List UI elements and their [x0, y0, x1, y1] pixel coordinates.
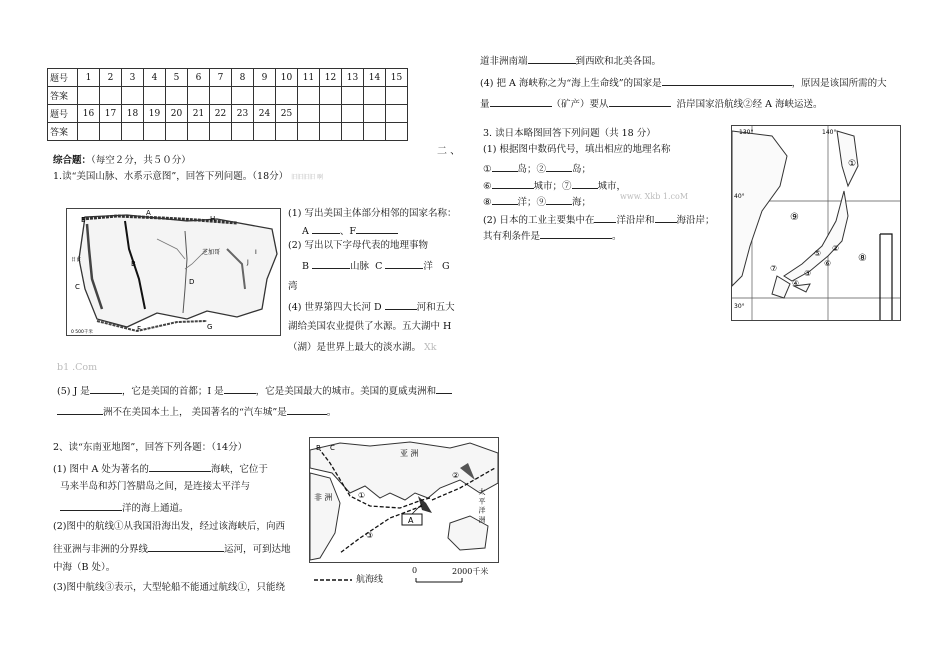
q1-p4-line2: 湖给美国农业提供了水源。五大湖中 H	[288, 321, 452, 332]
map-num-5: ⑤	[814, 249, 822, 258]
question-number-cell: 6	[188, 69, 210, 87]
map-num-1: ①	[848, 159, 857, 169]
empty-cell	[386, 123, 408, 141]
q2-text: 沿岸国家沿航线②经 A 海峡运送。	[676, 99, 823, 110]
question-number-cell: 10	[276, 69, 298, 87]
q2-stem: 2、读“东南亚地图”，回答下列各题：（14分）	[53, 442, 248, 453]
lon-140: 140°	[822, 129, 837, 136]
question-number-cell: 24	[254, 105, 276, 123]
q2-text: 量	[480, 99, 490, 110]
watermark: 旧旧旧旧 啊	[291, 174, 324, 181]
lat-40: 40°	[734, 193, 745, 200]
q1-p5-line1	[57, 383, 452, 399]
map-legend	[312, 566, 502, 587]
map-label-chicago: 芝加哥	[202, 249, 221, 256]
table-row	[48, 87, 408, 105]
question-number-cell: 13	[342, 69, 364, 87]
answer-cell[interactable]	[144, 123, 166, 141]
q2-text: 往亚洲与非洲的分界线	[53, 544, 149, 555]
japan-map-svg	[732, 126, 900, 320]
route-3	[340, 506, 422, 553]
answer-cell[interactable]	[276, 123, 298, 141]
watermark: www. Xkb 1.coM	[620, 192, 689, 201]
q3-p1-line1	[483, 161, 591, 177]
southeast-asia-map	[309, 437, 499, 563]
answer-cell[interactable]	[364, 87, 386, 105]
map-label-h: H	[210, 215, 216, 223]
asian-mainland	[732, 131, 787, 286]
question-number-cell: 2	[100, 69, 122, 87]
map-label-a: A	[408, 516, 414, 525]
empty-cell	[364, 123, 386, 141]
answer-blank[interactable]	[490, 96, 552, 107]
map-num-8: ⑧	[858, 253, 867, 264]
answer-blank[interactable]	[594, 212, 616, 223]
q2-p4-line1	[480, 75, 887, 91]
question-number-cell: 3	[122, 69, 144, 87]
empty-cell	[386, 105, 408, 123]
mountain-suffix: 山脉	[350, 261, 370, 272]
section-score: （每空２分，共５０分）	[91, 155, 191, 166]
q1-p5-text: ，它是美国的首都；I 是	[121, 386, 224, 397]
q3-text: 海；	[572, 197, 592, 208]
answer-blank[interactable]	[662, 75, 792, 86]
ocean-suffix: 洋	[423, 261, 433, 272]
empty-cell	[320, 123, 342, 141]
q3-text: 城市，	[597, 181, 627, 192]
table-header-cell: 答案	[48, 123, 78, 141]
q2-p4-line2	[480, 96, 822, 112]
answer-blank[interactable]	[57, 404, 103, 415]
question-number-cell: 20	[166, 105, 188, 123]
lat-30: 30°	[734, 303, 745, 310]
q2-text: 海峡，它位于	[210, 464, 268, 475]
answer-blank[interactable]	[528, 53, 576, 64]
table-header-cell: 题号	[48, 105, 78, 123]
answer-cell[interactable]	[320, 87, 342, 105]
q2-text: 道非洲南端	[480, 56, 528, 67]
answer-blank[interactable]	[356, 223, 398, 234]
q1-p5-line2	[57, 404, 336, 420]
answer-cell[interactable]	[210, 123, 232, 141]
question-number-cell: 23	[232, 105, 254, 123]
map-num-3: ③	[804, 269, 812, 278]
question-number-cell: 14	[364, 69, 386, 87]
question-number-cell: 5	[166, 69, 188, 87]
q3-text: ⑥	[483, 181, 492, 192]
empty-cell	[298, 105, 320, 123]
question-number-cell: 8	[232, 69, 254, 87]
question-number-cell: 21	[188, 105, 210, 123]
answer-blank[interactable]	[540, 228, 612, 239]
q1-p5-text: 洲不在美国本土上， 美国著名的“汽车城”是	[103, 407, 287, 418]
q3-p1-line2	[483, 178, 626, 194]
table-row	[48, 105, 408, 123]
q2-p2-line3: 中海（B 处）。	[53, 562, 116, 573]
table-row	[48, 69, 408, 87]
answer-blank[interactable]	[312, 223, 340, 234]
q3-text: 岛；	[572, 164, 592, 175]
map-label-d: D	[189, 278, 195, 286]
answer-blank[interactable]	[148, 541, 224, 552]
question-number-cell: 12	[320, 69, 342, 87]
q3-p1: (1) 根据图中数码代号，填出相应的地理名称	[483, 144, 671, 155]
q3-p1-line3	[483, 194, 591, 210]
section-number: 二 、	[437, 146, 461, 157]
usa-map-svg	[67, 209, 280, 335]
question-number-cell: 11	[298, 69, 320, 87]
map-label-c: C	[330, 444, 335, 452]
legend-route-label: 航海线	[356, 575, 384, 585]
table-row	[48, 123, 408, 141]
lon-130: 130°	[739, 129, 754, 136]
answer-cell[interactable]	[78, 87, 100, 105]
answer-blank[interactable]	[149, 461, 211, 472]
answer-blank[interactable]	[492, 178, 534, 189]
q3-text: ⑧	[483, 197, 492, 208]
legend-scale-end: 2000千米	[452, 567, 489, 576]
q2-text: 洋的海上通道。	[122, 503, 189, 514]
map-num-7: ⑦	[770, 264, 778, 273]
map-num-6: ⑥	[824, 259, 832, 268]
q3-text: 其有利条件是	[483, 231, 541, 242]
q3-text: 城市；⑦	[533, 181, 572, 192]
answer-cell[interactable]	[210, 87, 232, 105]
question-number-cell: 18	[122, 105, 144, 123]
answer-cell[interactable]	[122, 123, 144, 141]
empty-cell	[342, 105, 364, 123]
empty-cell	[298, 123, 320, 141]
q3-text: 。	[612, 231, 622, 242]
answer-cell[interactable]	[100, 87, 122, 105]
q2-p1-line3	[60, 500, 189, 516]
answer-cell[interactable]	[254, 87, 276, 105]
q3-stem: 3. 读日本略图回答下列问题（共 18 分）	[483, 128, 656, 139]
q3-p2	[483, 212, 715, 228]
japan-map	[731, 125, 901, 321]
answer-blank[interactable]	[385, 258, 423, 269]
q1-p4-text: （湖）是世界上最大的淡水湖。	[288, 342, 422, 353]
map-scale: 0 500千米	[71, 330, 93, 335]
table-header-cell: 答案	[48, 87, 78, 105]
answer-blank[interactable]	[655, 212, 677, 223]
q2-text: (1) 图中 A 处为著名的	[53, 464, 149, 475]
answer-blank[interactable]	[385, 299, 417, 310]
map-label-africa: 非 洲	[314, 493, 333, 502]
label-b: B	[302, 261, 309, 272]
label-g: G	[441, 261, 450, 272]
q3-text: ①	[483, 164, 492, 175]
africa-landmass	[310, 473, 340, 560]
answer-blank[interactable]	[90, 383, 122, 394]
q2-text: ，原因是该国所需的大	[791, 78, 887, 89]
q3-text: 洋；⑨	[517, 197, 547, 208]
answer-blank[interactable]	[436, 383, 452, 394]
map-label-pacific: 太 平 洋 洲	[478, 488, 486, 523]
q2-p2-line2	[53, 541, 291, 557]
answer-blank[interactable]	[609, 96, 671, 107]
section-title: 综合题：	[53, 155, 92, 166]
answer-blank[interactable]	[224, 383, 256, 394]
answer-blank[interactable]	[492, 161, 518, 172]
q1-p5-text: (5) J 是	[57, 386, 90, 397]
answer-cell[interactable]	[386, 87, 408, 105]
route-label-2: ②	[452, 471, 460, 480]
map-label-b: B	[131, 260, 136, 268]
answer-cell[interactable]	[342, 87, 364, 105]
answer-cell[interactable]	[298, 87, 320, 105]
map-label-i: I	[255, 249, 257, 256]
answer-cell[interactable]	[78, 123, 100, 141]
map-label-b: B	[316, 444, 321, 452]
q2-text: 运河，可到达地	[224, 544, 291, 555]
map-label-ocean: 日食	[71, 257, 82, 263]
answer-cell[interactable]	[100, 123, 122, 141]
q2-text: （矿产）要从	[551, 99, 609, 110]
q1-p5-text: 。	[326, 407, 337, 418]
q1-p2: (2) 写出以下字母代表的地理事物	[288, 240, 428, 251]
label-f: 、F	[339, 226, 356, 237]
question-number-cell: 9	[254, 69, 276, 87]
q3-text: 岛；②	[517, 164, 547, 175]
answer-blank[interactable]	[572, 178, 598, 189]
usa-outline	[79, 215, 277, 327]
answer-cell[interactable]	[144, 87, 166, 105]
map-label-e: E	[81, 216, 86, 224]
table-header-cell: 题号	[48, 69, 78, 87]
question-number-cell: 16	[78, 105, 100, 123]
answer-cell[interactable]	[188, 123, 210, 141]
route-label-3: ③	[366, 531, 374, 540]
q1-p1-blanks	[302, 223, 398, 239]
q3-text: 海沿岸；	[676, 215, 715, 226]
watermark: b1 .Com	[57, 362, 98, 373]
q2-p1-line2: 马来半岛和苏门答腊岛之间，是连接太平洋与	[60, 481, 251, 492]
map-num-9: ⑨	[790, 212, 799, 223]
island-honshu	[784, 191, 848, 281]
q1-p4-line3	[288, 341, 437, 355]
q1-p2-cont: 湾	[288, 281, 298, 292]
map-label-j: J	[247, 259, 249, 266]
answer-cell[interactable]	[166, 87, 188, 105]
q3-text: 洋沿岸和	[616, 215, 655, 226]
empty-cell	[320, 105, 342, 123]
question-number-cell: 17	[100, 105, 122, 123]
island-kyushu	[772, 276, 790, 298]
q2-p2-line1: (2)图中的航线①从我国沿海出发，经过该海峡后，向西	[53, 521, 285, 532]
answer-cell[interactable]	[188, 87, 210, 105]
trench-boundary	[880, 234, 892, 320]
southeast-asia-map-svg	[310, 438, 498, 562]
q1-p4-text: 河和五大	[416, 302, 455, 313]
answer-cell[interactable]	[254, 123, 276, 141]
q1-stem-text: 1.读“美国山脉、水系示意图”，回答下列问题。（18分）	[53, 171, 289, 182]
answer-blank[interactable]	[312, 258, 350, 269]
q1-p4-line1	[288, 299, 455, 315]
map-label-c: C	[75, 283, 80, 291]
q1-p5-text: ，它是美国最大的城市。美国的夏威夷洲和	[255, 386, 437, 397]
answer-blank[interactable]	[287, 404, 327, 415]
answer-cell[interactable]	[276, 87, 298, 105]
q1-stem	[53, 170, 323, 185]
map-num-4: ④	[792, 279, 800, 288]
question-number-cell: 1	[78, 69, 100, 87]
question-number-cell: 4	[144, 69, 166, 87]
empty-cell	[342, 123, 364, 141]
map-num-2: ②	[832, 244, 840, 253]
answer-table	[47, 68, 408, 141]
usa-map	[66, 208, 281, 336]
q1-p2-blanks	[302, 258, 450, 274]
answer-blank[interactable]	[546, 194, 572, 205]
map-label-asia: 亚 洲	[400, 449, 419, 458]
map-label-g: G	[207, 323, 213, 331]
answer-cell[interactable]	[232, 123, 254, 141]
question-number-cell: 22	[210, 105, 232, 123]
answer-cell[interactable]	[122, 87, 144, 105]
label-c: C	[375, 261, 383, 272]
question-number-cell: 15	[386, 69, 408, 87]
answer-blank[interactable]	[60, 500, 122, 511]
map-label-a: A	[146, 209, 151, 217]
question-number-cell: 25	[276, 105, 298, 123]
q2-text: 到西欧和北美各国。	[575, 56, 662, 67]
map-label-f: F	[137, 325, 142, 333]
route-label-1: ①	[358, 491, 366, 500]
q3-text: (2) 日本的工业主要集中在	[483, 215, 595, 226]
question-number-cell: 19	[144, 105, 166, 123]
q1-p4-text: (4) 世界第四大长河 D	[288, 302, 382, 313]
answer-blank[interactable]	[492, 194, 518, 205]
question-number-cell: 7	[210, 69, 232, 87]
watermark: Xk	[424, 342, 437, 353]
q2-text: (4) 把 A 海峡称之为“海上生命线”的国家是	[480, 78, 662, 89]
answer-cell[interactable]	[232, 87, 254, 105]
section-heading	[53, 154, 191, 168]
answer-cell[interactable]	[166, 123, 188, 141]
label-a: A	[302, 226, 309, 237]
q1-p1: (1) 写出美国主体部分相邻的国家名称：	[288, 208, 457, 219]
q3-p3	[483, 228, 622, 244]
answer-blank[interactable]	[546, 161, 572, 172]
q2-p1-line1	[53, 461, 268, 477]
q2-p3-cont	[480, 53, 661, 69]
q2-p3-line1: (3)图中航线③表示，大型轮船不能通过航线①，只能绕	[53, 582, 285, 593]
legend-scale-start: 0	[412, 566, 418, 575]
empty-cell	[364, 105, 386, 123]
